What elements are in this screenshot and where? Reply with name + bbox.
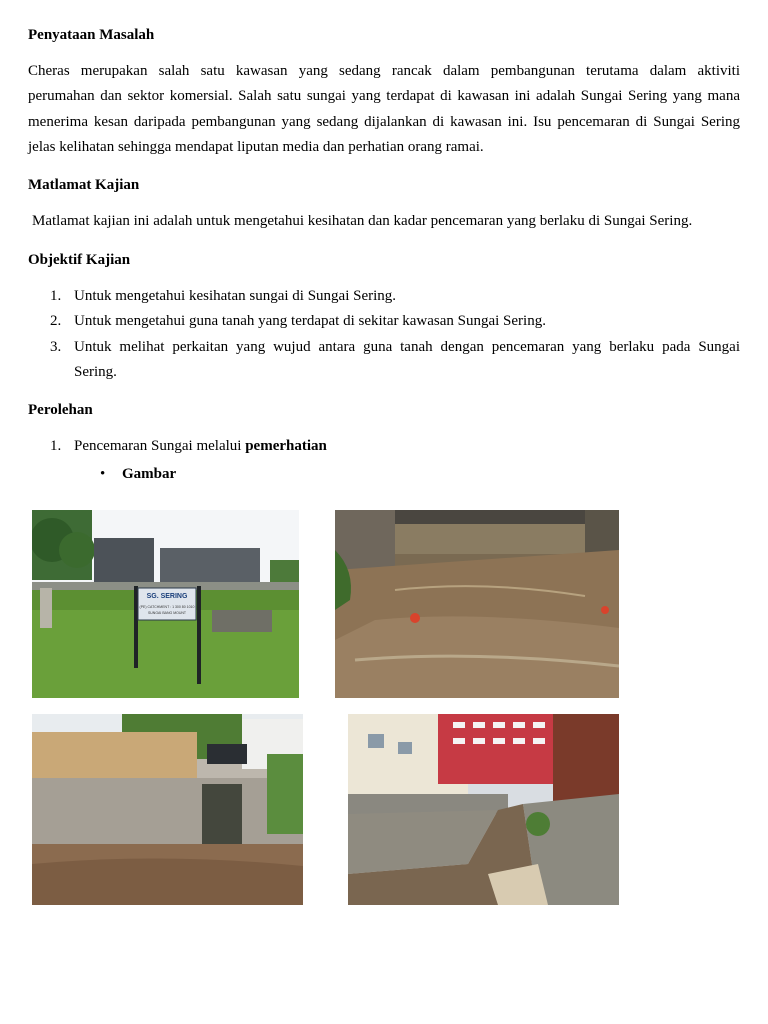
list-item-text-continued: Sering. [74, 363, 117, 380]
bullet-item [100, 464, 176, 484]
list-item-text: Untuk melihat perkaitan yang wujud antara guna tanah dengan pencemaran yang berlaku pada Sungai [74, 338, 740, 355]
bullet-label: Gambar [122, 466, 177, 482]
sign-title: SG. SERING [146, 593, 188, 600]
list-item [28, 309, 740, 334]
list-number: 1. [50, 288, 62, 304]
list-item [28, 284, 740, 309]
sign-subtext: (PE) CATCHMENT : 1 300 80 1010 [139, 605, 195, 609]
photo-canal-buildings [348, 714, 619, 905]
problem-line-1: Cheras merupakan salah satu kawasan yang sedang rancak dalam pembangunan terutama dalam aktiviti [28, 63, 740, 79]
problem-line-2: perumahan dan sektor komersial. Salah satu sungai yang terdapat di kawasan ini adalah Sungai Sering yang mana [28, 88, 740, 105]
findings-heading: Perolehan [28, 402, 93, 418]
objectives-heading: Objektif Kajian [28, 252, 131, 268]
list-number: 2. [50, 313, 62, 330]
list-item [28, 434, 740, 459]
problem-line-4: jelas kelihatan sehingga mendapat liputan media dan perhatian orang ramai. [28, 138, 484, 155]
aim-paragraph: Matlamat kajian ini adalah untuk mengetahui kesihatan dan kadar pencemaran yang berlaku di Sungai Sering. [32, 213, 693, 229]
photo-drain-outlet [32, 714, 303, 905]
findings-list [28, 434, 740, 459]
aim-heading: Matlamat Kajian [28, 177, 140, 193]
list-number: 3. [50, 338, 62, 355]
problem-heading: Penyataan Masalah [28, 27, 155, 43]
list-item-bold-text: pemerhatian [245, 438, 327, 454]
list-item-text: Pencemaran Sungai melalui [74, 438, 246, 454]
photo-river-sign [32, 510, 299, 698]
objectives-list [28, 284, 740, 385]
problem-line-3: menerima kesan daripada pembangunan yang sedang dijalankan di kawasan ini. Isu pencemaran di Sungai Sering [28, 113, 740, 130]
list-item-text: Untuk mengetahui guna tanah yang terdapat di sekitar kawasan Sungai Sering. [74, 313, 546, 330]
list-item [28, 335, 740, 386]
photo-polluted-river [335, 510, 619, 698]
sign-subtext-2: SUNGAI BANG MOUNT [147, 611, 187, 615]
list-item-text: Untuk mengetahui kesihatan sungai di Sungai Sering. [74, 288, 397, 304]
bullet-symbol: • [100, 466, 106, 482]
list-number: 1. [50, 438, 62, 454]
problem-paragraph [28, 59, 740, 160]
